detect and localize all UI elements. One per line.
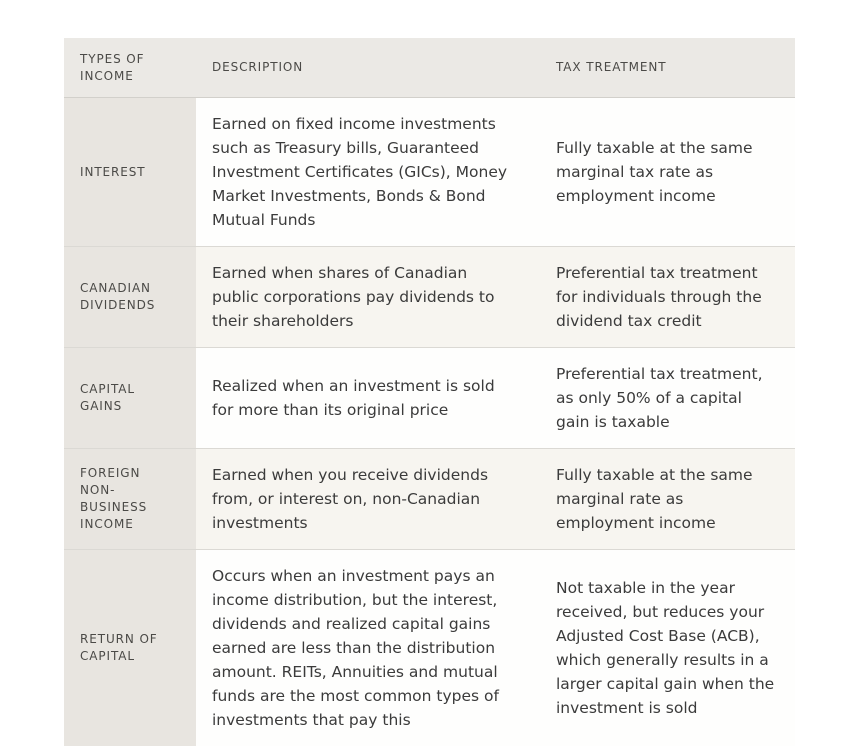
row-label-cell <box>64 247 196 347</box>
table-row <box>64 98 795 246</box>
income-type-label: CANADIAN DIVIDENDS <box>80 281 156 312</box>
description-cell <box>196 449 540 549</box>
description-text: Earned on fixed income investments such as Treasury bills, Guaranteed Investment Certificates (GICs), Money Market Investments, Bonds & Bond Mutual Funds <box>212 115 508 229</box>
income-type-label: INTEREST <box>80 164 146 179</box>
tax-treatment-cell <box>540 98 795 246</box>
description-text: Earned when shares of Canadian public corporations pay dividends to their shareholders <box>212 264 495 330</box>
income-tax-table <box>64 38 795 746</box>
header-label: TAX TREATMENT <box>556 60 667 75</box>
description-cell <box>196 550 540 746</box>
table-row <box>64 448 795 549</box>
table-row <box>64 347 795 448</box>
tax-treatment-text: Preferential tax treatment for individuals through the dividend tax credit <box>556 264 762 330</box>
table-header-row <box>64 38 795 98</box>
table-row <box>64 549 795 746</box>
row-label-cell <box>64 348 196 448</box>
row-label-cell <box>64 98 196 246</box>
header-description <box>196 38 540 97</box>
tax-treatment-cell <box>540 550 795 746</box>
tax-treatment-text: Not taxable in the year received, but reduces your Adjusted Cost Base (ACB), which generally results in a larger capital gain when the investment is sold <box>556 579 775 717</box>
description-cell <box>196 247 540 347</box>
description-cell <box>196 98 540 246</box>
header-types-of-income <box>64 38 196 97</box>
income-type-label: FOREIGN NON-BUSINESS INCOME <box>80 466 148 531</box>
tax-treatment-cell <box>540 247 795 347</box>
tax-treatment-text: Preferential tax treatment, as only 50% of a capital gain is taxable <box>556 365 763 431</box>
tax-treatment-text: Fully taxable at the same marginal tax rate as employment income <box>556 139 753 205</box>
tax-treatment-cell <box>540 348 795 448</box>
income-type-label: CAPITAL GAINS <box>80 382 135 413</box>
row-label-cell <box>64 550 196 746</box>
income-type-label: RETURN OF CAPITAL <box>80 632 158 663</box>
header-tax-treatment <box>540 38 795 97</box>
description-text: Occurs when an investment pays an income distribution, but the interest, dividends and realized capital gains earned are less than the distribution amount. REITs, Annuities and mutual funds are the most common types of investments that pay this <box>212 567 499 729</box>
header-label: DESCRIPTION <box>212 60 304 75</box>
header-label: TYPES OF INCOME <box>80 51 145 83</box>
description-text: Earned when you receive dividends from, or interest on, non-Canadian investments <box>212 466 489 532</box>
row-label-cell <box>64 449 196 549</box>
table-row <box>64 246 795 347</box>
description-cell <box>196 348 540 448</box>
tax-treatment-cell <box>540 449 795 549</box>
tax-treatment-text: Fully taxable at the same marginal rate as employment income <box>556 466 753 532</box>
description-text: Realized when an investment is sold for more than its original price <box>212 377 495 419</box>
